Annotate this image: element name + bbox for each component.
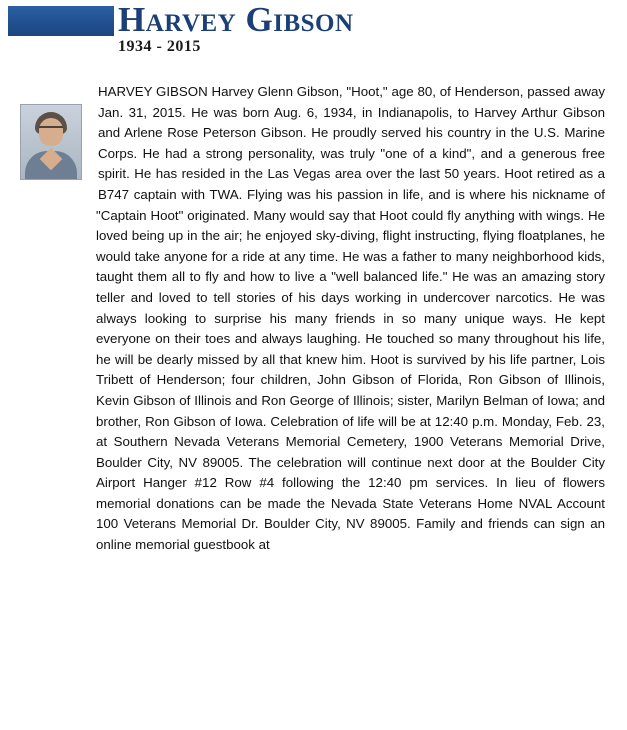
page-header	[0, 0, 627, 62]
glasses-icon	[39, 126, 63, 134]
obituary-content	[0, 82, 627, 556]
obituary-text: HARVEY GIBSON Harvey Glenn Gibson, "Hoot," age 80, of Henderson, passed away Jan. 31, 2015. He was born Aug. 6, 1934, in Indianapolis, to Harvey Arthur Gibson and Arlene Rose Peterson Gibson. He proudly served his country in the U.S. Marine Corps. He had a strong personality, was truly "one of a kind", and a generous free spirit. He has resided in the Las Vegas area over the last 50 years. Hoot retired as a B747 captain with TWA. Flying was his passion in life, and is where his nickname of "Captain Hoot" originated. Many would say that Hoot could fly anything with wings. He loved being up in the air; he enjoyed sky-diving, flight instructing, flying floatplanes, he would take anyone for a ride at any time. He was a father to many neighborhood kids, taught them all to fly and how to live a "well balanced life." He was an amazing story teller and loved to tell stories of his days working in undercover narcotics. He was always looking to surprise his many friends in so many unique ways. He kept everyone on their toes and always laughing. He touched so many throughout his life, he will be dearly missed by all that knew him. Hoot is survived by his life partner, Lois Tribett of Henderson; four children, John Gibson of Florida, Ron Gibson of Illinois, Kevin Gibson of Illinois and Ron George of Illinois; sister, Marilyn Belman of Iowa; and brother, Ron Gibson of Iowa. Celebration of life will be at 12:40 p.m. Monday, Feb. 23, at Southern Nevada Veterans Memorial Cemetery, 1900 Veterans Memorial Drive, Boulder City, NV 89005. The celebration will continue next door at the Boulder City Airport Hanger #12 Row #4 following the 12:40 pm services. In lieu of flowers memorial donations can be made the Nevada State Veterans Home NVAL Account 100 Veterans Memorial Dr. Boulder City, NV 89005. Family and friends can sign an online memorial guestbook at	[96, 84, 605, 553]
header-accent-bar	[8, 6, 114, 36]
life-dates: 1934 - 2015	[118, 38, 201, 55]
page-title: Harvey Gibson	[118, 0, 354, 39]
portrait-photo	[20, 104, 82, 180]
